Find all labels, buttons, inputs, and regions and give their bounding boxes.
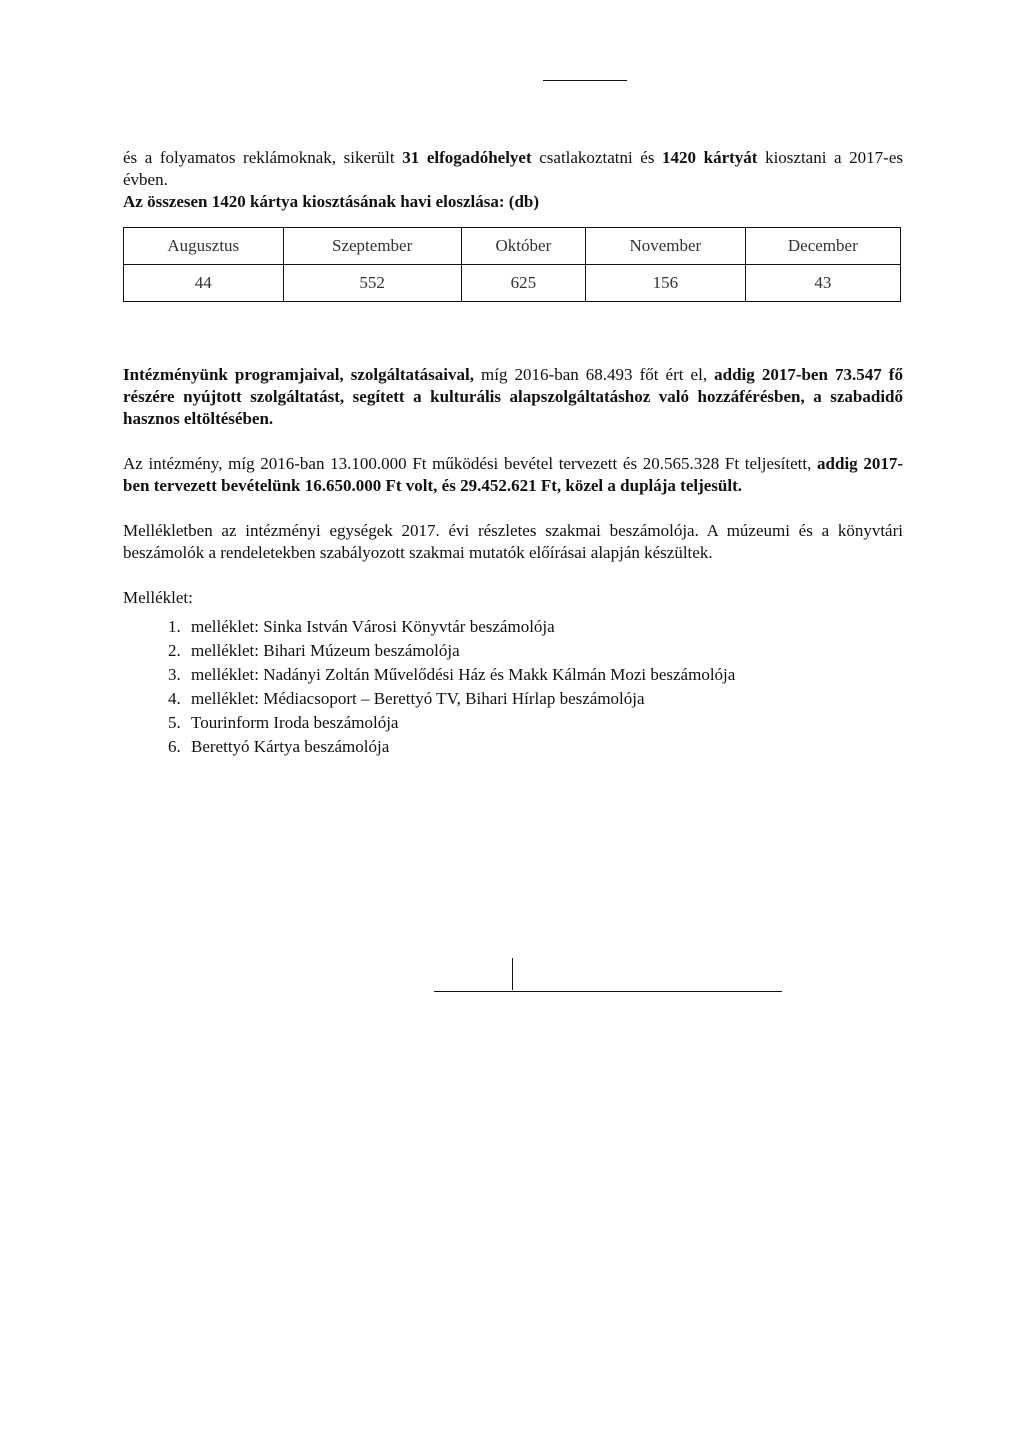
revenue-paragraph: Az intézmény, míg 2016-ban 13.100.000 Ft működési bevétel tervezett és 20.565.328 Ft teljesített, addig 2017-ben tervezett bevételünk 16.650.000 Ft volt, és 29.452.621 Ft, közel a duplája teljesült. [123, 454, 904, 495]
intro-bold-acceptance-points: 31 elfogadóhelyet [402, 148, 532, 167]
value-cell: 552 [283, 265, 461, 302]
annex-title: Melléklet: [123, 588, 193, 607]
value-cell: 625 [461, 265, 585, 302]
table-caption: Az összesen 1420 kártya kiosztásának havi eloszlása: (db) [123, 192, 540, 211]
header-cell: December [745, 228, 900, 265]
table-header-row [124, 228, 901, 265]
header-cell: Szeptember [283, 228, 461, 265]
intro-text-1: és a folyamatos reklámoknak, sikerült [123, 148, 403, 167]
header-cell: Október [461, 228, 585, 265]
annex-list [123, 615, 903, 759]
monthly-distribution-table [123, 227, 901, 302]
intro-text-3: kiosztani a 2017-es évben. [123, 148, 903, 189]
intro-bold-card-count: 1420 kártyát [662, 148, 758, 167]
signature-tick-mark [512, 958, 513, 990]
list-item: 5. Tourinform Iroda beszámolója [185, 711, 903, 735]
list-item: 6. Berettyó Kártya beszámolója [185, 735, 903, 759]
signature-line [434, 991, 782, 992]
value-cell: 44 [124, 265, 284, 302]
annex-note-paragraph: Mellékletben az intézményi egységek 2017. évi részletes szakmai beszámolója. A múzeumi és a könyvtári beszámolók a rendeletekben szabályozott szakmai mutatók előírásai alapján készültek. [123, 521, 903, 562]
top-rule [543, 80, 627, 81]
list-item: 2. melléklet: Bihari Múzeum beszámolója [185, 639, 903, 663]
header-cell: Augusztus [124, 228, 284, 265]
intro-paragraph [123, 147, 903, 191]
value-cell: 43 [745, 265, 900, 302]
table-row [124, 265, 901, 302]
visitors-paragraph: Intézményünk programjaival, szolgáltatásaival, míg 2016-ban 68.493 főt ért el, addig 2017-ben 73.547 fő részére nyújtott szolgáltatást, segített a kulturális alapszolgáltatáshoz való hozzáférésben, a szabadidő hasznos eltöltésében. [123, 365, 903, 428]
intro-text-2: csatlakoztatni és [531, 148, 663, 167]
list-item: 4. melléklet: Médiacsoport – Berettyó TV, Bihari Hírlap beszámolója [185, 687, 903, 711]
content-body [123, 147, 903, 759]
header-cell: November [586, 228, 746, 265]
list-item: 1. melléklet: Sinka István Városi Könyvtár beszámolója [185, 615, 903, 639]
value-cell: 156 [586, 265, 746, 302]
list-item: 3. melléklet: Nadányi Zoltán Művelődési Ház és Makk Kálmán Mozi beszámolója [185, 663, 903, 687]
